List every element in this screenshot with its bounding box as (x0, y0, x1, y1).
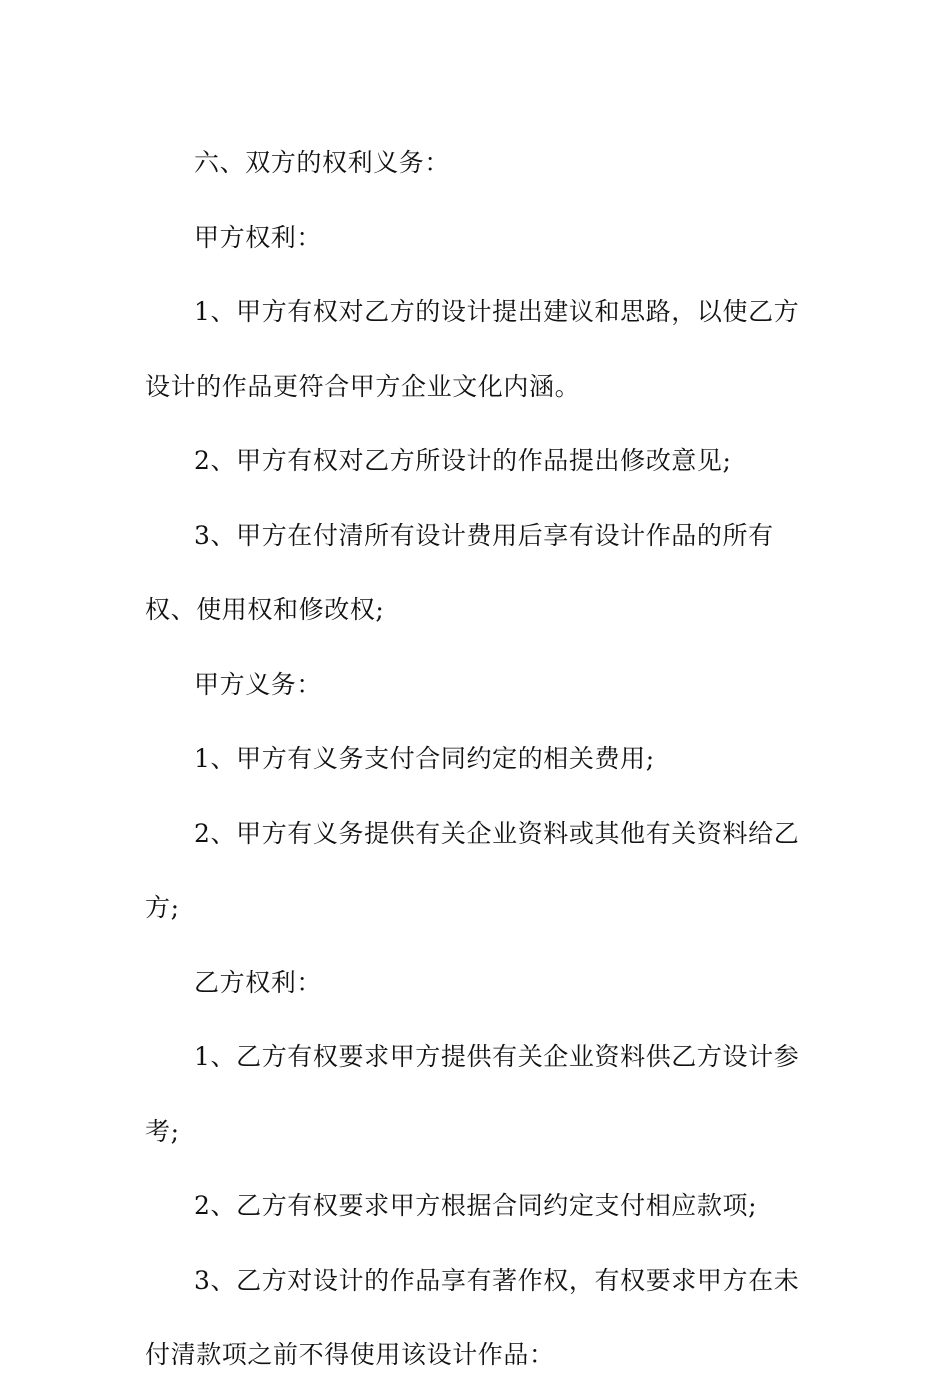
party-b-right-3: 3、乙方对设计的作品享有著作权，有权要求甲方在未付清款项之前不得使用该设计作品： (145, 1265, 800, 1369)
section-heading-rights-obligations: 六、双方的权利义务： (194, 148, 451, 177)
subheading-party-b-rights: 乙方权利： (194, 967, 323, 997)
party-a-right-2: 2、甲方有权对乙方所设计的作品提出修改意见; (194, 446, 732, 475)
subheading-party-a-rights: 甲方权利： (194, 222, 323, 252)
document-body (145, 126, 810, 1393)
party-a-right-3: 3、甲方在付清所有设计费用后享有设计作品的所有权、使用权和修改权; (145, 520, 774, 624)
party-a-obligation-2: 2、甲方有义务提供有关企业资料或其他有关资料给乙方; (145, 818, 800, 922)
subheading-party-a-obligations: 甲方义务： (194, 669, 323, 699)
party-a-right-1: 1、甲方有权对乙方的设计提出建议和思路，以使乙方设计的作品更符合甲方企业文化内涵。 (145, 297, 800, 401)
party-b-right-2: 2、乙方有权要求甲方根据合同约定支付相应款项; (194, 1191, 758, 1220)
party-b-right-1: 1、乙方有权要求甲方提供有关企业资料供乙方设计参考; (145, 1042, 800, 1146)
party-a-obligation-1: 1、甲方有义务支付合同约定的相关费用; (194, 744, 655, 773)
